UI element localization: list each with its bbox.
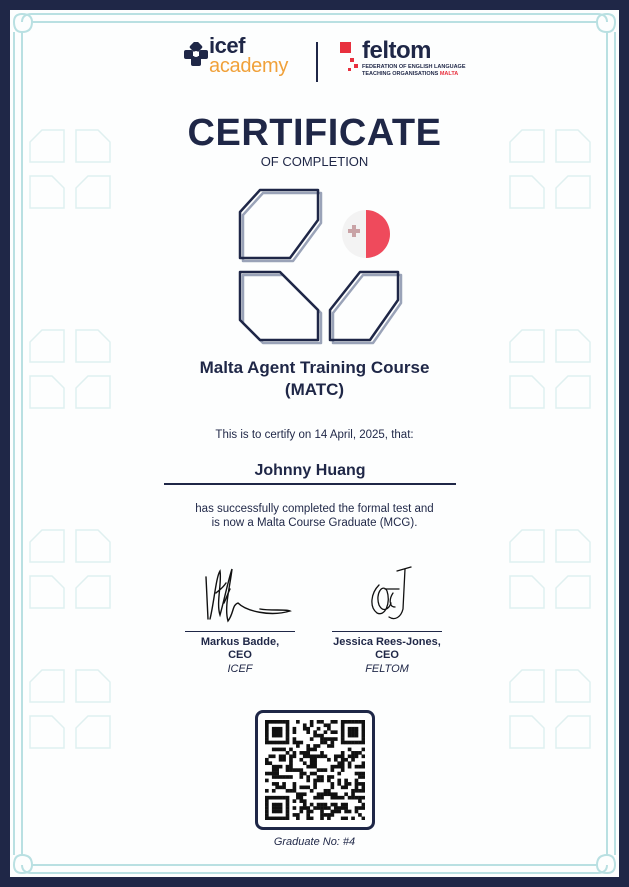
feltom-tagline-1: FEDERATION OF ENGLISH LANGUAGE bbox=[362, 64, 466, 70]
course-name bbox=[10, 357, 619, 401]
signature-markus bbox=[180, 563, 300, 627]
logo-row bbox=[10, 33, 619, 92]
course-name-line2: (MATC) bbox=[284, 380, 345, 399]
feltom-tagline-2: TEACHING ORGANISATIONS bbox=[362, 71, 439, 77]
signature-block-1 bbox=[165, 563, 315, 676]
feltom-name: feltom bbox=[362, 37, 431, 64]
icef-academy: academy bbox=[209, 55, 289, 77]
certificate-subtitle: OF COMPLETION bbox=[260, 154, 369, 169]
qr-code[interactable] bbox=[255, 710, 375, 830]
signatory-1-org: ICEF bbox=[227, 663, 253, 675]
course-name-line1: Malta Agent Training Course bbox=[199, 358, 430, 377]
feltom-tagline-accent: MALTA bbox=[439, 71, 459, 77]
graduate-number: Graduate No: #4 bbox=[273, 836, 356, 848]
signatory-1-name: Markus Badde, bbox=[200, 636, 280, 648]
feltom-wordmark bbox=[362, 38, 465, 78]
qr-code-pattern bbox=[265, 720, 365, 820]
feltom-tagline-2-row bbox=[362, 71, 465, 78]
signature-jessica bbox=[327, 563, 447, 627]
signatory-2-role: CEO bbox=[375, 649, 399, 661]
icef-logo-icon bbox=[184, 42, 208, 66]
signatory-2-name: Jessica Rees-Jones, bbox=[333, 636, 441, 648]
course-emblem bbox=[230, 188, 410, 348]
feltom-logo-icon bbox=[340, 42, 360, 74]
signatory-1-role: CEO bbox=[228, 649, 252, 661]
completion-statement bbox=[10, 502, 619, 530]
certify-text: This is to certify on 14 April, 2025, that: bbox=[215, 429, 414, 441]
certificate-sheet bbox=[10, 10, 619, 877]
certificate-title: CERTIFICATE bbox=[187, 112, 442, 154]
icef-name: icef bbox=[209, 33, 245, 58]
statement-line1: has successfully completed the formal test and bbox=[195, 503, 434, 515]
signature-line-2 bbox=[332, 631, 442, 632]
signature-block-2 bbox=[312, 563, 462, 676]
signature-line-1 bbox=[185, 631, 295, 632]
malta-flag-icon bbox=[342, 210, 390, 258]
recipient-name: Johnny Huang bbox=[164, 462, 456, 485]
statement-line2: is now a Malta Course Graduate (MCG). bbox=[211, 517, 418, 529]
icef-wordmark bbox=[209, 33, 289, 77]
logo-divider bbox=[316, 42, 318, 82]
signatory-2-org: FELTOM bbox=[365, 663, 409, 675]
